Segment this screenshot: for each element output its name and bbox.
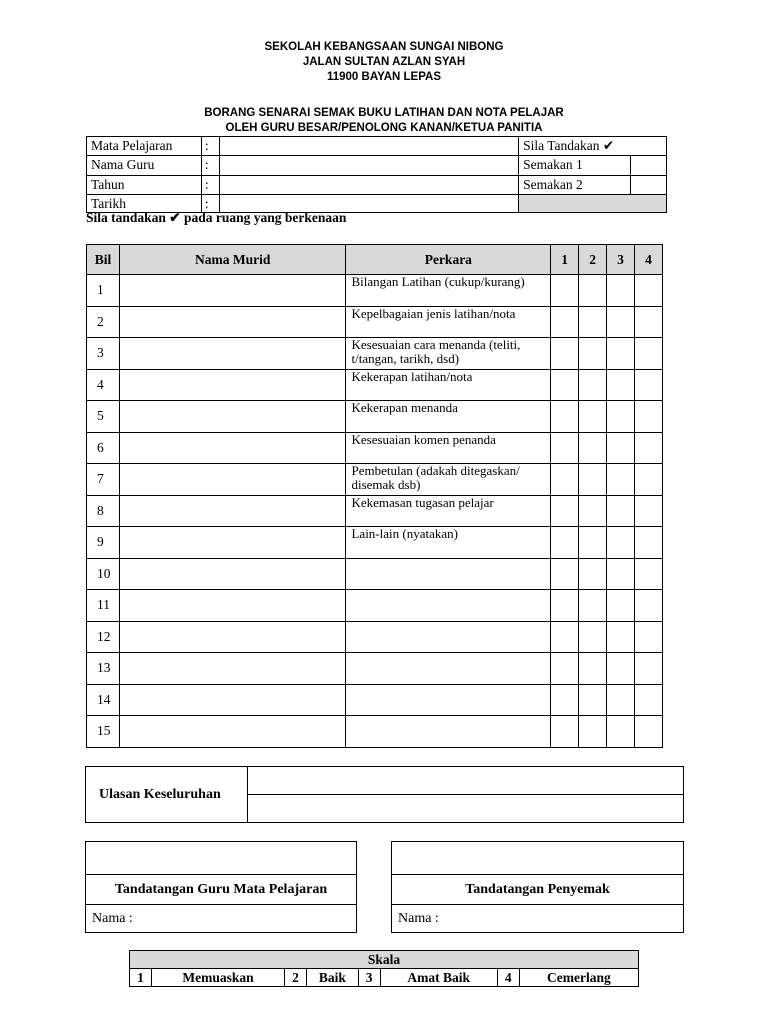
score-cell-1[interactable] xyxy=(551,401,579,433)
tahun-input[interactable] xyxy=(219,175,518,194)
score-cell-4[interactable] xyxy=(634,306,662,338)
semakan-1-cell xyxy=(519,156,667,175)
nama-murid-cell[interactable] xyxy=(119,432,346,464)
score-cell-4[interactable] xyxy=(634,432,662,464)
row-number: 6 xyxy=(87,432,120,464)
score-cell-3[interactable] xyxy=(607,684,635,716)
row-number: 1 xyxy=(87,275,120,307)
nama-murid-cell[interactable] xyxy=(119,369,346,401)
perkara-cell: Lain-lain (nyatakan) xyxy=(346,527,551,559)
tick-label-cell xyxy=(519,137,667,156)
score-cell-3[interactable] xyxy=(607,306,635,338)
row-number: 2 xyxy=(87,306,120,338)
perkara-cell: Pembetulan (adakah ditegaskan/ disemak dsb) xyxy=(346,464,551,496)
form-title xyxy=(0,106,768,136)
table-row xyxy=(87,338,663,370)
skala-num-2: 2 xyxy=(285,969,307,987)
score-cell-4[interactable] xyxy=(634,527,662,559)
score-cell-4[interactable] xyxy=(634,716,662,748)
field-label-mata-pelajaran: Mata Pelajaran xyxy=(87,137,202,156)
header-col-2: 2 xyxy=(579,245,607,275)
header-col-1: 1 xyxy=(551,245,579,275)
row-number: 14 xyxy=(87,684,120,716)
score-cell-2[interactable] xyxy=(579,527,607,559)
score-cell-2[interactable] xyxy=(579,716,607,748)
skala-num-3: 3 xyxy=(358,969,380,987)
row-number: 7 xyxy=(87,464,120,496)
score-cell-1[interactable] xyxy=(551,653,579,685)
score-cell-1[interactable] xyxy=(551,558,579,590)
nama-murid-cell[interactable] xyxy=(119,527,346,559)
table-row xyxy=(87,621,663,653)
score-cell-1[interactable] xyxy=(551,590,579,622)
score-cell-2[interactable] xyxy=(579,558,607,590)
score-cell-2[interactable] xyxy=(579,338,607,370)
nama-murid-cell[interactable] xyxy=(119,590,346,622)
nama-murid-cell[interactable] xyxy=(119,401,346,433)
school-header xyxy=(0,40,768,85)
score-cell-2[interactable] xyxy=(579,369,607,401)
score-cell-4[interactable] xyxy=(634,401,662,433)
score-cell-3[interactable] xyxy=(607,495,635,527)
mata-pelajaran-input[interactable] xyxy=(219,137,518,156)
signature-penyemak-box xyxy=(391,841,684,933)
skala-label-4: Cemerlang xyxy=(519,969,638,987)
row-number: 13 xyxy=(87,653,120,685)
ulasan-table xyxy=(85,766,684,823)
header-col-3: 3 xyxy=(607,245,635,275)
header-col-4: 4 xyxy=(634,245,662,275)
table-row xyxy=(87,495,663,527)
table-row xyxy=(87,590,663,622)
score-cell-1[interactable] xyxy=(551,527,579,559)
perkara-cell xyxy=(346,684,551,716)
semakan-1-checkbox[interactable] xyxy=(630,156,666,174)
colon: : xyxy=(201,175,219,194)
row-number: 12 xyxy=(87,621,120,653)
perkara-cell xyxy=(346,653,551,685)
score-cell-3[interactable] xyxy=(607,621,635,653)
info-table xyxy=(86,136,667,213)
score-cell-2[interactable] xyxy=(579,495,607,527)
score-cell-2[interactable] xyxy=(579,653,607,685)
school-address-2: 11900 BAYAN LEPAS xyxy=(326,71,441,83)
score-cell-2[interactable] xyxy=(579,621,607,653)
perkara-cell: Kepelbagaian jenis latihan/nota xyxy=(346,306,551,338)
perkara-cell xyxy=(346,558,551,590)
table-row xyxy=(87,369,663,401)
instruction-text: Sila tandakan ✔ pada ruang yang berkenaan xyxy=(86,210,347,225)
skala-num-4: 4 xyxy=(497,969,519,987)
skala-label-3: Amat Baik xyxy=(380,969,497,987)
skala-table xyxy=(129,950,639,987)
nama-murid-cell[interactable] xyxy=(119,275,346,307)
perkara-cell: Kekerapan menanda xyxy=(346,401,551,433)
score-cell-1[interactable] xyxy=(551,432,579,464)
form-title-line-2: OLEH GURU BESAR/PENOLONG KANAN/KETUA PANITIA xyxy=(225,122,543,134)
field-label-tarikh: Tarikh xyxy=(87,194,202,212)
school-name: SEKOLAH KEBANGSAAN SUNGAI NIBONG xyxy=(264,41,504,53)
skala-title: Skala xyxy=(130,951,639,969)
semakan-2-label: Semakan 2 xyxy=(523,176,583,192)
score-cell-1[interactable] xyxy=(551,464,579,496)
nama-murid-cell[interactable] xyxy=(119,306,346,338)
score-cell-4[interactable] xyxy=(634,621,662,653)
perkara-cell: Bilangan Latihan (cukup/kurang) xyxy=(346,275,551,307)
score-cell-4[interactable] xyxy=(634,495,662,527)
row-number: 5 xyxy=(87,401,120,433)
table-row xyxy=(87,653,663,685)
form-title-line-1: BORANG SENARAI SEMAK BUKU LATIHAN DAN NOTA PELAJAR xyxy=(204,107,564,119)
perkara-cell xyxy=(346,716,551,748)
score-cell-4[interactable] xyxy=(634,275,662,307)
score-cell-1[interactable] xyxy=(551,495,579,527)
score-cell-1[interactable] xyxy=(551,684,579,716)
grey-cell xyxy=(519,194,667,212)
header-nama-murid: Nama Murid xyxy=(119,245,346,275)
colon: : xyxy=(201,137,219,156)
signature-penyemak-area[interactable] xyxy=(392,842,684,875)
score-cell-2[interactable] xyxy=(579,401,607,433)
score-cell-1[interactable] xyxy=(551,621,579,653)
table-row xyxy=(87,275,663,307)
signature-guru-title: Tandatangan Guru Mata Pelajaran xyxy=(86,875,357,905)
score-cell-3[interactable] xyxy=(607,527,635,559)
skala-num-1: 1 xyxy=(130,969,152,987)
score-cell-3[interactable] xyxy=(607,558,635,590)
score-cell-4[interactable] xyxy=(634,558,662,590)
signature-guru-box xyxy=(85,841,357,933)
header-bil: Bil xyxy=(87,245,120,275)
score-cell-2[interactable] xyxy=(579,590,607,622)
row-number: 9 xyxy=(87,527,120,559)
score-cell-3[interactable] xyxy=(607,432,635,464)
score-cell-4[interactable] xyxy=(634,464,662,496)
score-cell-2[interactable] xyxy=(579,684,607,716)
table-row xyxy=(87,527,663,559)
nama-murid-cell[interactable] xyxy=(119,464,346,496)
row-number: 11 xyxy=(87,590,120,622)
score-cell-1[interactable] xyxy=(551,306,579,338)
nama-guru-input[interactable] xyxy=(219,156,518,175)
nama-murid-cell[interactable] xyxy=(119,558,346,590)
skala-label-2: Baik xyxy=(307,969,359,987)
skala-label-1: Memuaskan xyxy=(152,969,285,987)
signature-penyemak-title: Tandatangan Penyemak xyxy=(392,875,684,905)
ulasan-line-2[interactable] xyxy=(248,795,684,823)
score-cell-3[interactable] xyxy=(607,590,635,622)
score-cell-4[interactable] xyxy=(634,590,662,622)
nama-murid-cell[interactable] xyxy=(119,684,346,716)
score-cell-3[interactable] xyxy=(607,338,635,370)
score-cell-2[interactable] xyxy=(579,432,607,464)
score-cell-3[interactable] xyxy=(607,653,635,685)
score-cell-4[interactable] xyxy=(634,338,662,370)
field-label-tahun: Tahun xyxy=(87,175,202,194)
table-row xyxy=(87,684,663,716)
score-cell-3[interactable] xyxy=(607,401,635,433)
score-cell-4[interactable] xyxy=(634,684,662,716)
score-cell-3[interactable] xyxy=(607,464,635,496)
table-row xyxy=(87,432,663,464)
semakan-2-checkbox[interactable] xyxy=(630,176,666,194)
table-row xyxy=(87,558,663,590)
school-address-1: JALAN SULTAN AZLAN SYAH xyxy=(302,56,466,68)
score-cell-1[interactable] xyxy=(551,369,579,401)
perkara-cell xyxy=(346,590,551,622)
nama-murid-cell[interactable] xyxy=(119,716,346,748)
header-perkara: Perkara xyxy=(346,245,551,275)
score-cell-3[interactable] xyxy=(607,369,635,401)
nama-murid-cell[interactable] xyxy=(119,338,346,370)
nama-murid-cell[interactable] xyxy=(119,495,346,527)
score-cell-3[interactable] xyxy=(607,275,635,307)
table-row xyxy=(87,401,663,433)
signature-guru-name-field[interactable]: Nama : xyxy=(86,905,357,933)
tick-label: Sila Tandakan ✔ xyxy=(523,138,615,154)
perkara-cell xyxy=(346,621,551,653)
semakan-2-cell xyxy=(519,175,667,194)
score-cell-2[interactable] xyxy=(579,275,607,307)
perkara-cell: Kekerapan latihan/nota xyxy=(346,369,551,401)
row-number: 3 xyxy=(87,338,120,370)
score-cell-1[interactable] xyxy=(551,275,579,307)
colon: : xyxy=(201,194,219,212)
table-row xyxy=(87,716,663,748)
row-number: 4 xyxy=(87,369,120,401)
table-row xyxy=(87,464,663,496)
score-cell-1[interactable] xyxy=(551,338,579,370)
score-cell-3[interactable] xyxy=(607,716,635,748)
row-number: 15 xyxy=(87,716,120,748)
checklist-table xyxy=(86,244,663,748)
score-cell-4[interactable] xyxy=(634,369,662,401)
signature-guru-area[interactable] xyxy=(86,842,357,875)
nama-murid-cell[interactable] xyxy=(119,653,346,685)
score-cell-1[interactable] xyxy=(551,716,579,748)
row-number: 8 xyxy=(87,495,120,527)
score-cell-2[interactable] xyxy=(579,464,607,496)
perkara-cell: Kesesuaian komen penanda xyxy=(346,432,551,464)
perkara-cell: Kesesuaian cara menanda (teliti, t/tangan, tarikh, dsd) xyxy=(346,338,551,370)
signature-penyemak-name-field[interactable]: Nama : xyxy=(392,905,684,933)
ulasan-line-1[interactable] xyxy=(248,767,684,795)
row-number: 10 xyxy=(87,558,120,590)
ulasan-label: Ulasan Keseluruhan xyxy=(86,767,248,823)
score-cell-4[interactable] xyxy=(634,653,662,685)
nama-murid-cell[interactable] xyxy=(119,621,346,653)
table-row xyxy=(87,306,663,338)
colon: : xyxy=(201,156,219,175)
semakan-1-label: Semakan 1 xyxy=(523,157,583,173)
perkara-cell: Kekemasan tugasan pelajar xyxy=(346,495,551,527)
field-label-nama-guru: Nama Guru xyxy=(87,156,202,175)
score-cell-2[interactable] xyxy=(579,306,607,338)
